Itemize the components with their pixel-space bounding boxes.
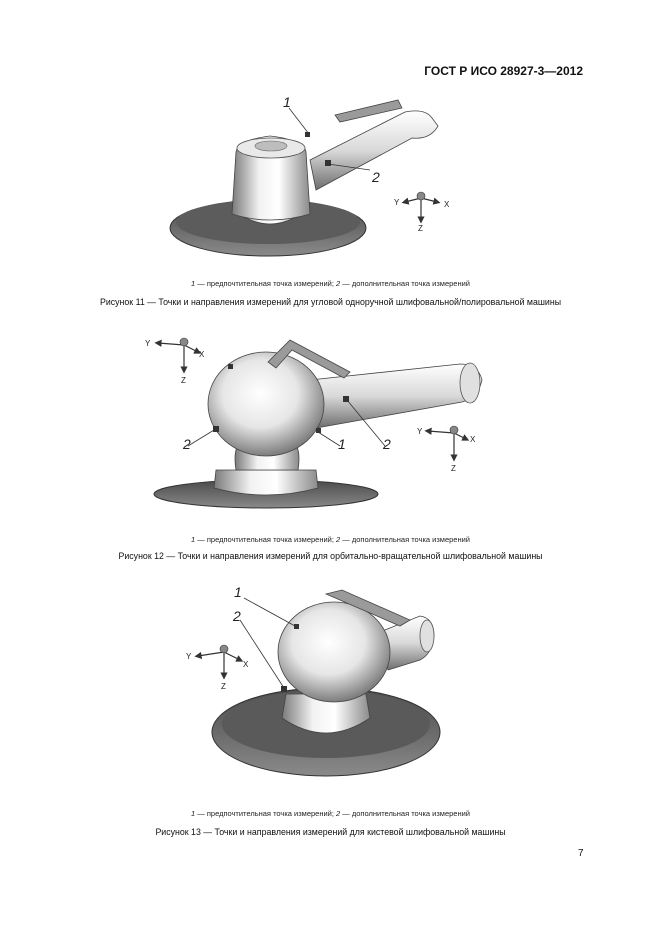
page-number: 7 <box>578 848 584 859</box>
figure-11-tool <box>170 100 438 256</box>
figure-11-legend: 1 — предпочтительная точка измерений; 2 — дополнительная точка измерений <box>191 279 470 288</box>
figure-12-callout-2-left: 2 <box>183 436 191 452</box>
figure-13-callout-2: 2 <box>233 608 241 624</box>
figure-12-axis-x-right: X <box>470 435 476 444</box>
figure-11-axes <box>405 192 437 220</box>
figure-12-axes-right <box>428 426 466 458</box>
figure-11-axis-y: Y <box>394 198 400 207</box>
figure-12-tool <box>154 340 482 508</box>
figure-12-caption: Рисунок 12 — Точки и направления измерений для орбитально-вращательной шлифовальной машины <box>118 551 543 561</box>
figure-13-axes <box>198 645 240 676</box>
figure-11-axis-z: Z <box>418 224 423 233</box>
figure-12-callout-2-right: 2 <box>383 436 391 452</box>
figure-13-callout-1: 1 <box>234 584 242 600</box>
figure-13-legend: 1 — предпочтительная точка измерений; 2 — дополнительная точка измерений <box>191 809 470 818</box>
figure-13-caption: Рисунок 13 — Точки и направления измерений для кистевой шлифовальной машины <box>155 827 506 837</box>
figure-12-axis-z-left: Z <box>181 376 186 385</box>
figure-12-axis-y-right: Y <box>417 427 423 436</box>
figure-12-axis-x-left: X <box>199 350 205 359</box>
figure-13-axis-x: X <box>243 660 249 669</box>
figure-12-axis-z-right: Z <box>451 464 456 473</box>
figure-13-axis-z: Z <box>221 682 226 691</box>
standard-number: ГОСТ Р ИСО 28927-3—2012 <box>424 64 583 78</box>
figure-13-tool <box>212 590 440 776</box>
figure-12-axis-y-left: Y <box>145 339 151 348</box>
figure-12-callout-1: 1 <box>338 436 346 452</box>
figure-11-caption: Рисунок 11 — Точки и направления измерений для угловой одноручной шлифовальной/полировальной машины <box>99 297 562 307</box>
figure-13-axis-y: Y <box>186 652 192 661</box>
figure-11-callout-2: 2 <box>372 169 380 185</box>
figure-11-axis-x: X <box>444 200 450 209</box>
figure-12-axes-left <box>158 338 198 370</box>
figure-12-legend: 1 — предпочтительная точка измерений; 2 — дополнительная точка измерений <box>191 535 470 544</box>
figure-11-callout-1: 1 <box>283 94 291 110</box>
